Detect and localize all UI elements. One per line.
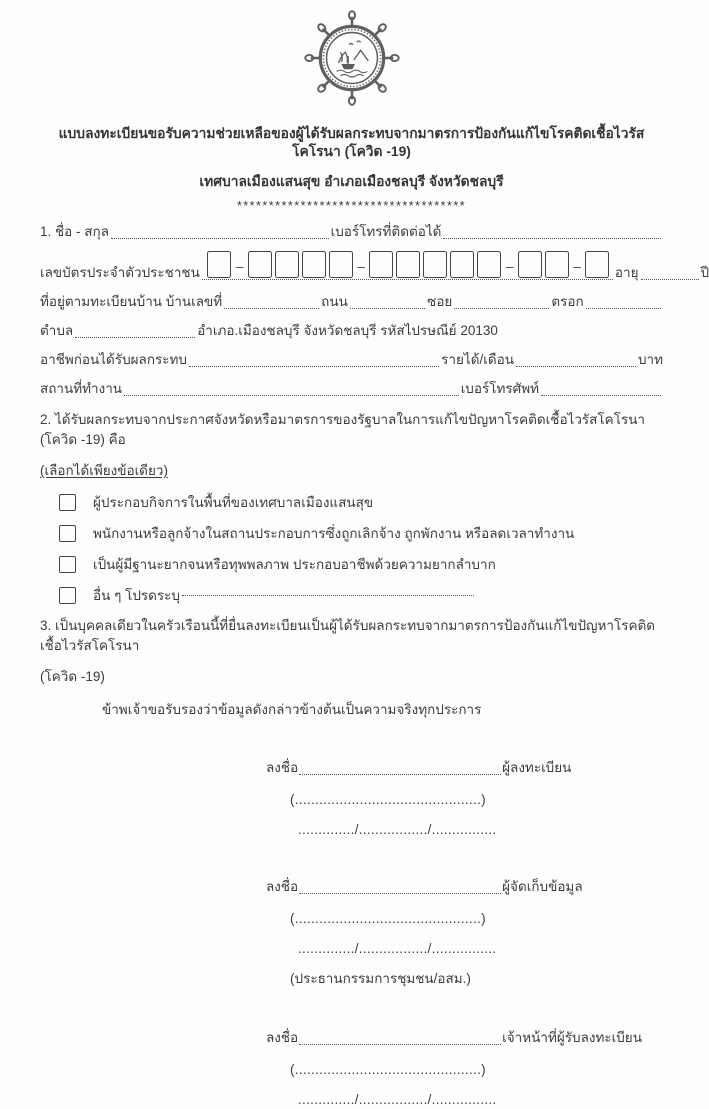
row-name-phone: [40, 222, 663, 242]
trok-input-line[interactable]: [586, 306, 661, 309]
row-national-id: [40, 251, 663, 283]
officer-signature-input-line[interactable]: [299, 1042, 501, 1045]
registrant-name-paren-line[interactable]: (..............................................): [290, 791, 663, 809]
signature-block-data-collector: [266, 877, 663, 988]
row-district: [40, 321, 663, 341]
collector-signature-input-line[interactable]: [299, 891, 501, 894]
telephone-label: เบอร์โทรศัพท์: [461, 379, 539, 399]
signer-role: ผู้จัดเก็บข้อมูล: [502, 877, 582, 897]
id-dash: –: [357, 257, 365, 277]
id-digit-box[interactable]: [585, 251, 609, 278]
workplace-input-line[interactable]: [124, 393, 459, 396]
id-digit-box[interactable]: [369, 251, 393, 278]
form-title: แบบลงทะเบียนขอรับความช่วยเหลือของผู้ได้รับผลกระทบจากมาตรการป้องกันแก้ไขโรคติดเชื้อไวรัสโคโรนา (โควิด -19): [40, 125, 663, 161]
sign-label: ลงชื่อ: [266, 1028, 298, 1048]
section2-choose-one-note: (เลือกได้เพียงข้อเดียว): [40, 459, 663, 481]
age-label: อายุ: [615, 263, 639, 283]
section3-statement-line2: (โควิด -19): [40, 667, 663, 687]
collector-role-note: (ประธานกรรมการชุมชน/อสม.): [290, 970, 663, 988]
option-label: อื่น ๆ โปรดระบุ: [93, 586, 180, 605]
asterisk-divider: ************************************: [40, 199, 663, 213]
option-label: พนักงานหรือลูกจ้างในสถานประกอบการซึ่งถูกเลิกจ้าง ถูกพักงาน หรือลดเวลาทำงาน: [93, 524, 574, 543]
id-dash: –: [506, 257, 514, 277]
row-occupation: [40, 350, 663, 370]
checkbox-poor-or-disabled[interactable]: [59, 556, 76, 573]
option-row-business-operator: [59, 493, 663, 512]
road-input-line[interactable]: [350, 306, 425, 309]
truth-declaration: ข้าพเจ้าขอรับรองว่าข้อมูลดังกล่าวข้างต้นเป็นความจริงทุกประการ: [102, 700, 663, 720]
id-digit-box[interactable]: [248, 251, 272, 278]
age-input-line[interactable]: [641, 277, 699, 280]
age-unit-label: ปี: [701, 263, 709, 283]
signature-line: [266, 877, 663, 897]
address-label: ที่อยู่ตามทะเบียนบ้าน บ้านเลขที่: [40, 292, 222, 312]
tambon-label: ตำบล: [40, 321, 73, 341]
signature-block-registrant: [266, 758, 663, 839]
form-subtitle-municipality: เทศบาลเมืองแสนสุข อำเภอเมืองชลบุรี จังหวัดชลบุรี: [40, 173, 663, 191]
section2-heading: 2. ได้รับผลกระทบจากประกาศจังหวัดหรือมาตรการของรัฐบาลในการแก้ไขปัญหาโรคติดเชื้อไวรัสโคโรนา (โควิด -19) คือ: [40, 410, 663, 450]
id-digit-box[interactable]: [450, 251, 474, 278]
signer-role: เจ้าหน้าที่ผู้รับลงทะเบียน: [502, 1028, 642, 1048]
workplace-label: สถานที่ทำงาน: [40, 379, 122, 399]
id-digit-box[interactable]: [423, 251, 447, 278]
id-digit-box[interactable]: [207, 251, 231, 278]
form-body: [40, 222, 663, 1109]
tambon-input-line[interactable]: [75, 335, 195, 338]
income-input-line[interactable]: [516, 364, 636, 367]
row-address: [40, 292, 663, 312]
income-label: รายได้/เดือน: [441, 350, 514, 370]
row-workplace: [40, 379, 663, 399]
registrant-signature-input-line[interactable]: [299, 772, 501, 775]
soi-label: ซอย: [427, 292, 452, 312]
option-label: ผู้ประกอบกิจการในพื้นที่ของเทศบาลเมืองแสนสุข: [93, 493, 373, 512]
id-digit-box[interactable]: [545, 251, 569, 278]
registrant-date-line[interactable]: ............../................./................: [298, 821, 663, 839]
district-province-postcode-text: อำเภอ.เมืองชลบุรี จังหวัดชลบุรี รหัสไปรษณีย์ 20130: [197, 321, 498, 341]
municipal-seal-logo: [40, 10, 663, 111]
other-specify-input-line[interactable]: [182, 593, 474, 596]
occupation-input-line[interactable]: [189, 364, 439, 367]
id-digit-group: [584, 251, 611, 279]
id-digit-group: [368, 251, 503, 279]
section3-statement-line1: 3. เป็นบุคคลเดียวในครัวเรือนนี้ที่ยื่นลงทะเบียนเป็นผู้ได้รับผลกระทบจากมาตรการป้องกันแก้ไขปัญหาโรคติดเชื้อไวรัสโคโรนา: [40, 616, 663, 656]
signer-role: ผู้ลงทะเบียน: [502, 758, 571, 778]
signature-line: [266, 1028, 663, 1048]
seal-scene-icon: [336, 41, 368, 77]
telephone-input-line[interactable]: [541, 393, 661, 396]
name-label: 1. ชื่อ - สกุล: [40, 222, 109, 242]
option-row-laid-off-employee: [59, 524, 663, 543]
soi-input-line[interactable]: [454, 306, 549, 309]
occupation-label: อาชีพก่อนได้รับผลกระทบ: [40, 350, 187, 370]
id-digit-group: [246, 251, 354, 279]
officer-date-line[interactable]: ............../................./................: [298, 1091, 663, 1109]
id-dash: –: [236, 257, 244, 277]
id-digit-group: [206, 251, 233, 279]
checkbox-other[interactable]: [59, 587, 76, 604]
phone-label: เบอร์โทรที่ติดต่อได้: [331, 222, 442, 242]
income-unit-label: บาท: [638, 350, 663, 370]
checkbox-business-operator[interactable]: [59, 494, 76, 511]
id-dash: –: [573, 257, 581, 277]
phone-input-line[interactable]: [443, 236, 661, 239]
option-row-other: [59, 586, 663, 605]
road-label: ถนน: [321, 292, 348, 312]
ship-wheel-icon: [303, 10, 401, 106]
id-digit-box[interactable]: [396, 251, 420, 278]
collector-name-paren-line[interactable]: (..............................................): [290, 910, 663, 928]
checkbox-laid-off-employee[interactable]: [59, 525, 76, 542]
signature-line: [266, 758, 663, 778]
option-row-poor-or-disabled: [59, 555, 663, 574]
national-id-label: เลขบัตรประจำตัวประชาชน: [40, 263, 200, 283]
id-box-row: [202, 251, 613, 280]
collector-date-line[interactable]: ............../................./................: [298, 940, 663, 958]
id-digit-box[interactable]: [329, 251, 353, 278]
id-digit-box[interactable]: [518, 251, 542, 278]
trok-label: ตรอก: [551, 292, 583, 312]
id-digit-box[interactable]: [275, 251, 299, 278]
option-label: เป็นผู้มีฐานะยากจนหรือทุพพลภาพ ประกอบอาชีพด้วยความยากลำบาก: [93, 555, 496, 574]
signature-block-officer: [266, 1028, 663, 1109]
sign-label: ลงชื่อ: [266, 877, 298, 897]
officer-name-paren-line[interactable]: (..............................................): [290, 1061, 663, 1079]
name-input-line[interactable]: [111, 236, 329, 239]
sign-label: ลงชื่อ: [266, 758, 298, 778]
house-no-input-line[interactable]: [224, 306, 319, 309]
id-digit-box[interactable]: [477, 251, 501, 278]
id-digit-group: [516, 251, 570, 279]
id-digit-box[interactable]: [302, 251, 326, 278]
